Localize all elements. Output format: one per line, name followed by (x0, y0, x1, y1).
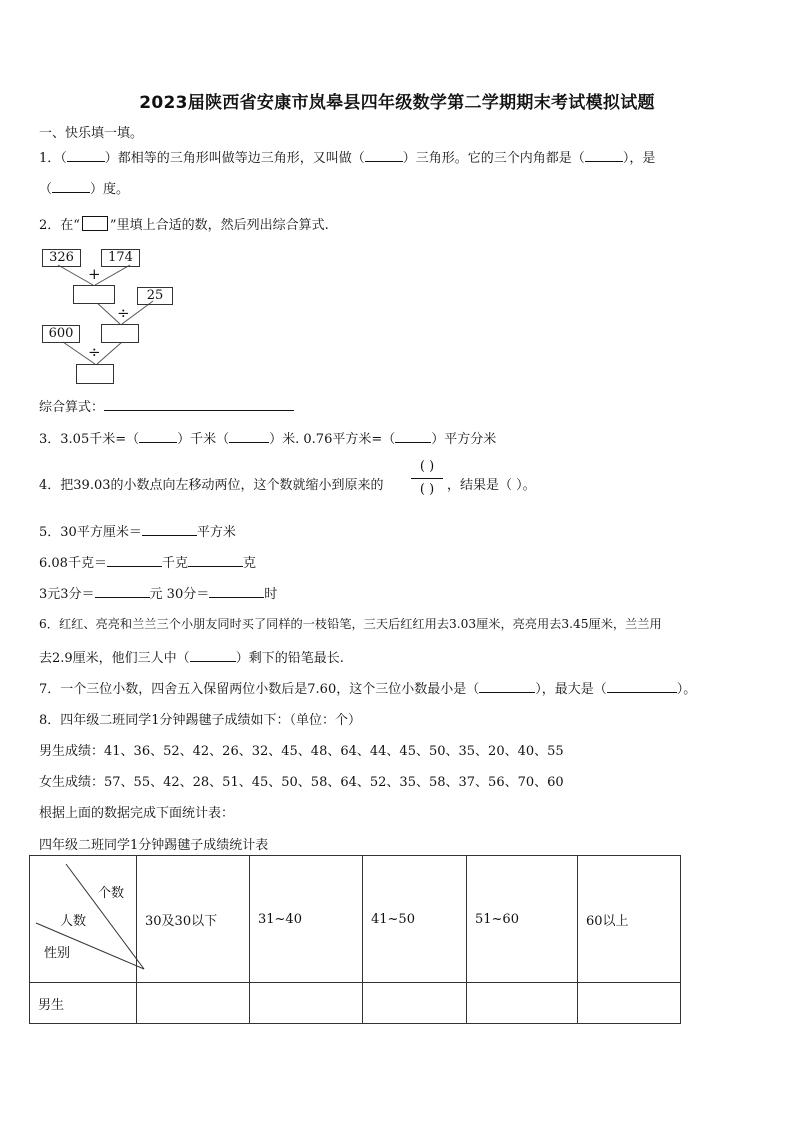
header-count-label: 个数 (98, 886, 125, 901)
column-header: 41~50 (363, 856, 467, 983)
question-6-line-1: 6．红红、亮亮和兰兰三个小朋友同时买了同样的一枝铅笔，三天后红红用去3.03厘米，亮亮用去3.45厘米，兰兰用 (39, 617, 662, 631)
question-2 (39, 214, 329, 233)
q1-text-a: 1．（ (39, 151, 67, 166)
diagonal-header-cell (30, 856, 137, 983)
q3-text-c: ）米. 0.76平方米=（ (269, 432, 396, 447)
answer-blank[interactable] (190, 649, 236, 662)
table-header-row (30, 856, 681, 983)
number-box-174: 174 (101, 249, 140, 267)
answer-blank[interactable] (67, 149, 105, 162)
q5-text-b3: 克 (242, 556, 256, 571)
q7-text-c: ）。 (676, 682, 697, 697)
question-4-result: ，结果是（ ）。 (447, 478, 536, 493)
answer-blank[interactable] (607, 680, 677, 693)
q1-text-f: ）度。 (90, 182, 130, 197)
answer-cell[interactable] (363, 983, 467, 1024)
column-header: 60以上 (578, 856, 681, 983)
q1-text-d: ），是 (622, 151, 656, 166)
question-6-line-2 (39, 647, 344, 666)
answer-blank[interactable] (395, 430, 431, 443)
divide-operator: ÷ (117, 304, 130, 322)
boys-scores: 男生成绩：41、36、52、42、26、32、45、48、64、44、45、50、35、20、40、55 (39, 744, 564, 759)
fraction-bar (411, 478, 443, 479)
answer-box-quotient-1[interactable] (101, 324, 139, 343)
q1-text-c: ）三角形。它的三个内角都是（ (402, 151, 585, 166)
girls-scores: 女生成绩：57、55、42、28、51、45、50、58、64、52、35、58、37、56、70、60 (39, 775, 564, 790)
answer-blank[interactable] (188, 554, 243, 567)
q7-text-a: 7．一个三位小数，四舍五入保留两位小数后是7.60，这个三位小数最小是（ (39, 682, 480, 697)
answer-blank[interactable] (95, 585, 150, 598)
plus-operator: + (88, 265, 101, 283)
fraction-blank[interactable] (409, 457, 445, 503)
formula-answer-line[interactable] (104, 398, 294, 411)
q5-text-c: 3元3分＝ (39, 587, 95, 602)
answer-box-sum[interactable] (73, 285, 115, 304)
number-box-600: 600 (42, 325, 80, 343)
fraction-numerator: ( ) (419, 459, 435, 474)
q6-text-b: ）剩下的铅笔最长. (235, 651, 344, 666)
question-5-line-3 (39, 583, 277, 602)
header-gender-label: 性别 (44, 946, 71, 961)
answer-blank[interactable] (365, 149, 403, 162)
q7-text-b: ），最大是（ (535, 682, 607, 697)
number-box-25: 25 (137, 287, 173, 305)
q2-text-a: 2．在“ (39, 218, 80, 233)
q2-text-b: ”里填上合适的数，然后列出综合算式. (109, 218, 329, 233)
question-7 (39, 678, 696, 697)
column-header: 30及30以下 (137, 856, 250, 983)
q5-text-b: 6.08千克＝ (39, 556, 107, 571)
q3-text-a: 3．3.05千米=（ (39, 432, 140, 447)
column-header: 51~60 (467, 856, 578, 983)
header-people-label: 人数 (60, 914, 87, 929)
diagonal-lines (30, 856, 152, 983)
answer-cell[interactable] (137, 983, 250, 1024)
table-row (30, 983, 681, 1024)
fraction-denominator: ( ) (419, 482, 435, 497)
answer-cell[interactable] (250, 983, 363, 1024)
divide-operator: ÷ (88, 343, 101, 361)
q5-text-a2: 平方米 (196, 525, 236, 540)
statistics-table (29, 855, 681, 1024)
q6-text-a: 去2.9厘米，他们三人中（ (39, 651, 190, 666)
formula-label: 综合算式： (39, 400, 105, 415)
connector-line (97, 342, 122, 364)
q1-text-b: ）都相等的三角形叫做等边三角形，又叫做（ (104, 151, 365, 166)
blank-square-icon (82, 216, 108, 231)
question-5-line-1 (39, 521, 236, 540)
question-1-line-1 (39, 147, 655, 166)
answer-cell[interactable] (578, 983, 681, 1024)
page-title: 2023届陕西省安康市岚皋县四年级数学第二学期期末考试模拟试题 (139, 93, 655, 113)
row-label-boys: 男生 (30, 983, 137, 1024)
answer-cell[interactable] (467, 983, 578, 1024)
answer-blank[interactable] (585, 149, 623, 162)
table-title: 四年级二班同学1分钟踢毽子成绩统计表 (39, 838, 269, 853)
table-instruction: 根据上面的数据完成下面统计表： (39, 806, 235, 821)
q5-text-c2: 元 30分＝ (149, 587, 210, 602)
answer-box-final[interactable] (76, 364, 114, 384)
question-4-text: 4．把39.03的小数点向左移动两位，这个数就缩小到原来的 (39, 478, 384, 493)
q1-text-e: （ (39, 182, 53, 197)
answer-blank[interactable] (139, 430, 177, 443)
question-5-line-2 (39, 552, 256, 571)
number-box-326: 326 (42, 249, 81, 267)
question-3 (39, 428, 496, 447)
answer-blank[interactable] (52, 180, 90, 193)
answer-blank[interactable] (479, 680, 535, 693)
q3-text-d: ）平方分米 (431, 432, 497, 447)
answer-blank[interactable] (209, 585, 264, 598)
q5-text-a: 5．30平方厘米＝ (39, 525, 142, 540)
q5-text-c3: 时 (264, 587, 278, 602)
question-1-line-2 (39, 178, 129, 197)
column-header: 31~40 (250, 856, 363, 983)
q5-text-b2: 千克 (161, 556, 188, 571)
formula-line (39, 396, 294, 415)
q3-text-b: ）千米（ (177, 432, 230, 447)
section-heading: 一、快乐填一填。 (39, 126, 144, 141)
answer-blank[interactable] (107, 554, 162, 567)
answer-blank[interactable] (229, 430, 269, 443)
answer-blank[interactable] (142, 523, 197, 536)
question-8-intro: 8．四年级二班同学1分钟踢毽子成绩如下：（单位：个） (39, 713, 362, 728)
